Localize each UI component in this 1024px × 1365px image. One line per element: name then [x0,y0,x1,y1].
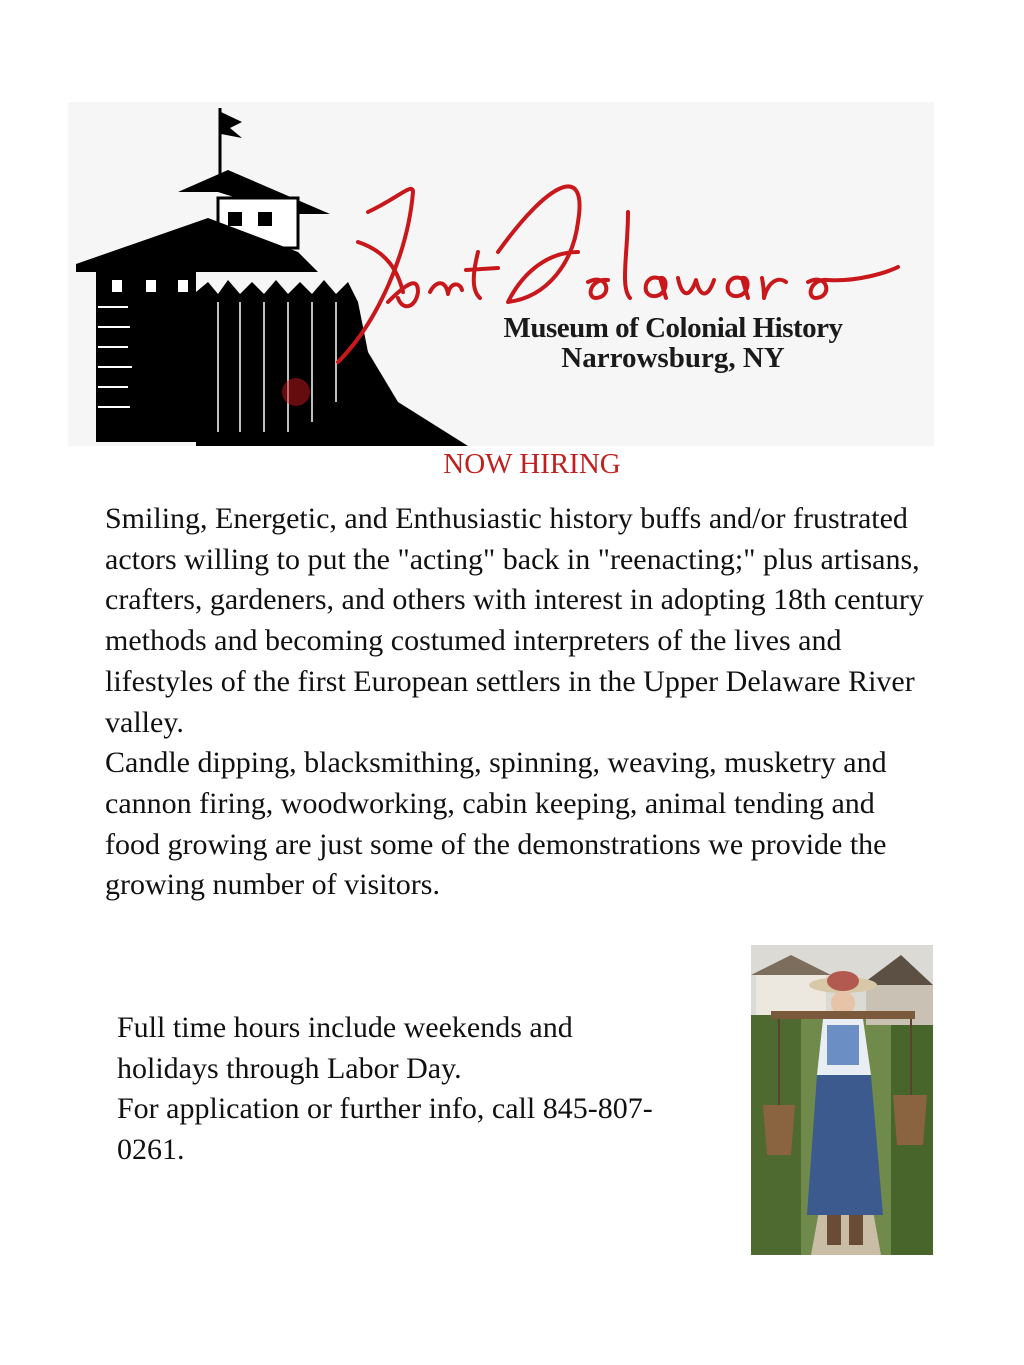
contact-text: For application or further info, call 845-807-0261. [117,1092,653,1167]
now-hiring-heading: NOW HIRING [443,448,621,480]
description-paragraph-2: Candle dipping, blacksmithing, spinning, weaving, musketry and cannon firing, woodworking, cabin keeping, animal tending and food growing are just some of the demonstrations we provide the growing number of visitors. [105,746,887,902]
hours-and-contact [117,1008,677,1171]
description-paragraph-1: Smiling, Energetic, and Enthusiastic history buffs and/or frustrated actors willing to put the "acting" back in "reenacting;" plus artisans, crafters, gardeners, and others with interest in adopting 18th century methods and becoming costumed interpreters of the lives and lifestyles of the first European settlers in the Upper Delaware River valley. [105,502,924,739]
fort-delaware-logo [68,102,934,446]
logo-museum-name: Museum of Colonial History [503,312,843,344]
reenactor-photo [751,945,933,1255]
logo-location: Narrowsburg, NY [561,342,785,374]
job-description [105,499,935,906]
hours-text: Full time hours include weekends and holidays through Labor Day. [117,1011,573,1085]
fort-illustration [68,102,934,446]
